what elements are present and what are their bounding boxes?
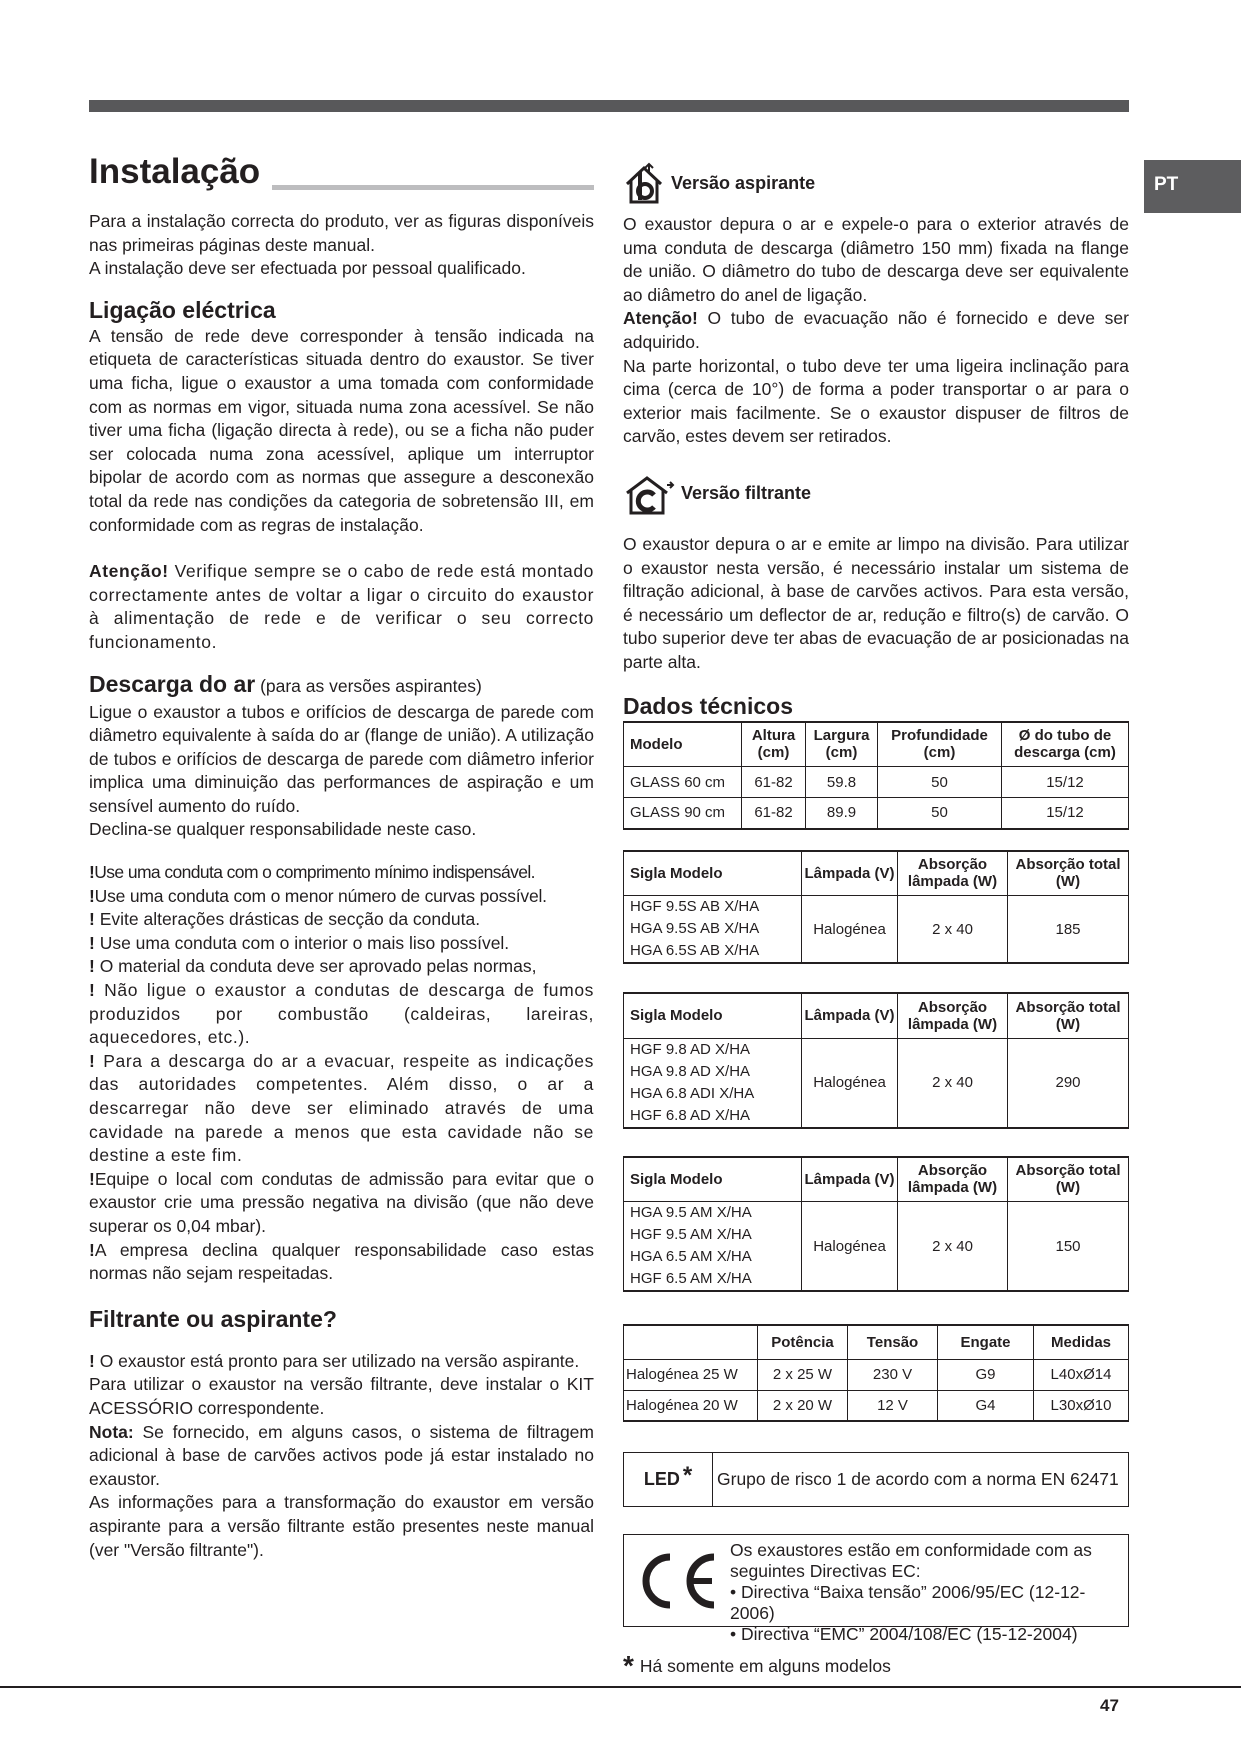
table-cell: 50: [878, 798, 1002, 829]
discharge-heading-sub: (para as versões aspirantes): [255, 675, 482, 696]
electric-warning: [89, 560, 594, 654]
table-row: [624, 1202, 1129, 1292]
ce-mark-icon: [624, 1535, 730, 1626]
title-row: [89, 150, 594, 200]
table-header: Absorção lâmpada (W): [898, 1157, 1008, 1202]
ce-text: [730, 1535, 1128, 1644]
footer-rule: [0, 1686, 1241, 1688]
led-risk-box: [623, 1452, 1129, 1507]
discharge-text-2: Declina-se qualquer responsabilidade neste caso.: [89, 819, 477, 840]
table-header: Profundidade (cm): [878, 722, 1002, 767]
table-cell: 185: [1008, 896, 1129, 964]
table-cell: 50: [878, 767, 1002, 798]
exclamation-icon: !: [89, 1350, 95, 1371]
table-cell: 89.9: [806, 798, 878, 829]
ce-logo: [634, 1551, 720, 1611]
table-cell: 12 V: [848, 1390, 938, 1421]
lamp-table-2: [623, 992, 1129, 1129]
exclamation-icon: !: [89, 1050, 96, 1071]
table-header: Absorção total (W): [1008, 993, 1129, 1038]
model-list: [624, 1038, 802, 1128]
left-column: [89, 150, 594, 1562]
table-header: Sigla Modelo: [624, 993, 802, 1038]
table-header: Sigla Modelo: [624, 1157, 802, 1202]
model-list: [624, 1202, 802, 1292]
table-header: Medidas: [1034, 1325, 1129, 1359]
filtrante-heading-row: [623, 471, 1129, 517]
table-row: [624, 896, 1129, 964]
rule-item: !Use uma conduta com o comprimento mínimo indispensável.: [89, 862, 535, 883]
discharge-rules: [89, 861, 594, 1286]
table-cell: 2 x 40: [898, 1038, 1008, 1128]
table-cell: 2 x 40: [898, 896, 1008, 964]
model-code: HGA 9.5 AM X/HA: [630, 1204, 752, 1221]
table-cell: GLASS 90 cm: [624, 798, 742, 829]
table-header: Absorção lâmpada (W): [898, 851, 1008, 896]
table-row: [624, 1359, 1129, 1390]
model-code: HGF 9.8 AD X/HA: [630, 1040, 751, 1058]
table-header: Altura (cm): [742, 722, 806, 767]
table-header: Absorção total (W): [1008, 1157, 1129, 1202]
ce-line: Os exaustores estão em conformidade com as seguintes Directivas EC:: [730, 1540, 1092, 1581]
table-cell: G9: [938, 1359, 1034, 1390]
discharge-heading-main: Descarga do ar: [89, 670, 256, 697]
model-code: HGA 6.5S AB X/HA: [630, 942, 760, 959]
rule-item: ! Não ligue o exaustor a condutas de descarga de fumos produzidos por combustão (caldeiras, lareiras, aquecedores, etc.).: [89, 980, 594, 1048]
table-header: Engate: [938, 1325, 1034, 1359]
rule-item: !Equipe o local com condutas de admissão para evitar que o exaustor crie uma pressão negativa na divisão (que não deve superar os 0,04 mbar).: [89, 1168, 594, 1236]
table-cell: GLASS 60 cm: [624, 767, 742, 798]
rule-item: ! O material da conduta deve ser aprovado pelas normas,: [89, 956, 537, 977]
table-row: [624, 1038, 1129, 1128]
warning-label: Atenção!: [623, 308, 698, 329]
model-code: HGF 6.8 AD X/HA: [630, 1106, 751, 1124]
language-tab: PT: [1144, 160, 1241, 213]
aspirante-text-2: Na parte horizontal, o tubo deve ter uma ligeira inclinação para cima (cerca de 10°) de forma a poder transportar o ar para o exterior mais facilmente. Se o exaustor dispuser de filtros de carvão, estes devem ser retirados.: [623, 355, 1129, 447]
model-code: HGF 9.5S AB X/HA: [630, 898, 760, 915]
electric-heading: Ligação eléctrica: [89, 296, 276, 323]
electric-text: A tensão de rede deve corresponder à tensão indicada na etiqueta de características situada dentro do exaustor. Se tiver uma ficha, ligue o exaustor a uma tomada com conformidade com as normas em vigor, situada numa zona acessível. Se não tiver uma ficha (ligação directa à rede), ou se a ficha não puder ser colocada numa zona acessível, aplique um interruptor bipolar de acordo com as normas que assegure a desconexão total da rede nas condições da categoria de sobretensão III, em conformidade com as regras de instalação.: [89, 325, 594, 535]
table-cell: Halogénea: [802, 1038, 898, 1128]
model-code: HGA 9.8 AD X/HA: [630, 1062, 751, 1080]
table-row: [624, 798, 1129, 829]
right-column: [623, 160, 1129, 1422]
aspirante-warning: [623, 307, 1129, 354]
extraction-mode-icon: [623, 162, 665, 204]
table-cell: 15/12: [1002, 767, 1129, 798]
rule-item: ! Use uma conduta com o interior o mais liso possível.: [89, 932, 510, 953]
table-cell: 2 x 20 W: [758, 1390, 848, 1421]
table-header: Lâmpada (V): [802, 993, 898, 1038]
ce-line: • Directiva “EMC” 2004/108/EC (15-12-2004): [730, 1624, 1078, 1644]
filter-text-1: ! O exaustor está pronto para ser utilizado na versão aspirante.: [89, 1350, 580, 1371]
warning-text: Verifique sempre se o cabo de rede está montado correctamente antes de voltar a ligar o circuito do exaustor à alimentação de rede e de verificar o seu correcto funcionamento.: [89, 561, 594, 652]
table-header: Lâmpada (V): [802, 1157, 898, 1202]
page-number: 47: [1100, 1696, 1119, 1715]
exclamation-icon: !: [89, 1239, 95, 1260]
footnote-text: Há somente em alguns modelos: [639, 1656, 891, 1676]
table-cell: 290: [1008, 1038, 1129, 1128]
table-cell: 61-82: [742, 798, 806, 829]
note-text: Se fornecido, em alguns casos, o sistema de filtragem adicional à base de carvões activos pode já estar instalado no exaustor.: [89, 1421, 594, 1489]
model-code: HGA 9.5S AB X/HA: [630, 920, 760, 937]
rule-item: !Use uma conduta com o menor número de curvas possível.: [89, 885, 547, 906]
discharge-heading: [89, 669, 594, 701]
ce-line: • Directiva “Baixa tensão” 2006/95/EC (12-12-2006): [730, 1582, 1086, 1623]
table-cell: 59.8: [806, 767, 878, 798]
table-cell: 2 x 40: [898, 1202, 1008, 1292]
table-cell: G4: [938, 1390, 1034, 1421]
warning-text: O tubo de evacuação não é fornecido e deve ser adquirido.: [623, 308, 1129, 352]
table-header: Absorção lâmpada (W): [898, 993, 1008, 1038]
exclamation-icon: !: [89, 980, 96, 1001]
exclamation-icon: !: [89, 932, 95, 953]
filtrante-heading: Versão filtrante: [681, 483, 812, 504]
power-table: [623, 1324, 1129, 1422]
filtrante-text: O exaustor depura o ar e emite ar limpo na divisão. Para utilizar o exaustor nesta versão, é necessário instalar um sistema de filtração adicional, à base de carvões activos. Para esta versão, é necessário um deflector de ar, redução e filtro(s) de carvão. O tubo superior deve ter abas de evacuação de ar posicionadas na parte alta.: [623, 533, 1129, 672]
led-label-cell: [624, 1453, 713, 1506]
model-code: HGA 6.5 AM X/HA: [630, 1248, 752, 1265]
model-code: HGF 9.5 AM X/HA: [630, 1226, 752, 1243]
filter-heading: Filtrante ou aspirante?: [89, 1305, 337, 1332]
rule-item: !A empresa declina qualquer responsabilidade caso estas normas não sejam respeitadas.: [89, 1239, 594, 1284]
tech-heading: Dados técnicos: [623, 692, 793, 719]
table-cell: 61-82: [742, 767, 806, 798]
table-cell: L40xØ14: [1034, 1359, 1129, 1390]
exclamation-icon: !: [89, 1168, 95, 1189]
table-header: Largura (cm): [806, 722, 878, 767]
table-cell: Halogénea: [802, 1202, 898, 1292]
table-cell: Halogénea 20 W: [624, 1390, 758, 1421]
lamp-table-1: [623, 850, 1129, 965]
aspirante-heading: Versão aspirante: [671, 172, 816, 193]
footnote: [623, 1650, 891, 1682]
table-cell: 150: [1008, 1202, 1129, 1292]
model-list: [624, 896, 802, 964]
table-header: Absorção total (W): [1008, 851, 1129, 896]
intro-paragraph-2: A instalação deve ser efectuada por pessoal qualificado.: [89, 258, 526, 279]
exclamation-icon: !: [89, 885, 95, 906]
asterisk-mark: *: [623, 1650, 634, 1681]
dimensions-table: [623, 721, 1129, 830]
table-row: [624, 767, 1129, 798]
led-risk-text: Grupo de risco 1 de acordo com a norma EN 62471: [717, 1469, 1119, 1489]
title-underline: [272, 185, 594, 190]
table-header: Sigla Modelo: [624, 851, 802, 896]
ce-conformity-box: [623, 1534, 1129, 1644]
model-code: HGA 6.8 ADI X/HA: [630, 1084, 755, 1102]
filter-note: [89, 1421, 594, 1492]
table-cell: 230 V: [848, 1359, 938, 1390]
asterisk-mark: *: [682, 1461, 693, 1489]
header-rule: [89, 100, 1129, 112]
table-header: [624, 1325, 758, 1359]
led-label: LED: [643, 1469, 680, 1489]
filter-text-2: Para utilizar o exaustor na versão filtrante, deve instalar o KIT ACESSÓRIO correspondente.: [89, 1374, 594, 1418]
aspirante-text-1: O exaustor depura o ar e expele-o para o exterior através de uma conduta de descarga (diâmetro 150 mm) fixada na flange de união. O diâmetro do tubo de descarga deve ser equivalente ao diâmetro do anel de ligação.: [623, 214, 1129, 305]
exclamation-icon: !: [89, 956, 95, 977]
table-header: Potência: [758, 1325, 848, 1359]
rule-item: ! Evite alterações drásticas de secção da conduta.: [89, 909, 481, 930]
rule-item: ! Para a descarga do ar a evacuar, respeite as indicações das autoridades competentes. Além disso, o ar a descarregar não deve ser eliminado através de uma cavidade na parede a menos que esta cavidade não se destine a este fim.: [89, 1050, 594, 1166]
note-label: Nota:: [89, 1421, 134, 1442]
model-code: HGF 6.5 AM X/HA: [630, 1270, 752, 1287]
exclamation-icon: !: [89, 862, 95, 883]
table-header: Ø do tubo de descarga (cm): [1002, 722, 1129, 767]
table-cell: 2 x 25 W: [758, 1359, 848, 1390]
lamp-table-3: [623, 1156, 1129, 1293]
table-header: Lâmpada (V): [802, 851, 898, 896]
table-row: [624, 1390, 1129, 1421]
table-header: Tensão: [848, 1325, 938, 1359]
discharge-text-1: Ligue o exaustor a tubos e orifícios de descarga de parede com diâmetro equivalente à saída do ar (flange de união). A utilização de tubos e orifícios de descarga de parede com diâmetro inferior implica uma diminuição das performances de aspiração e um sensível aumento do ruído.: [89, 701, 594, 816]
recirculation-mode-icon: [623, 473, 675, 515]
intro-paragraph-1: Para a instalação correcta do produto, ver as figuras disponíveis nas primeiras páginas deste manual.: [89, 211, 594, 255]
table-cell: Halogénea: [802, 896, 898, 964]
table-cell: Halogénea 25 W: [624, 1359, 758, 1390]
warning-label: Atenção!: [89, 561, 169, 582]
filter-text-3: As informações para a transformação do exaustor em versão aspirante para a versão filtrante estão presentes neste manual (ver "Versão filtrante").: [89, 1492, 594, 1560]
page-title: Instalação: [89, 152, 261, 191]
table-cell: L30xØ10: [1034, 1390, 1129, 1421]
exclamation-icon: !: [89, 909, 95, 930]
table-header: Modelo: [624, 722, 742, 767]
table-cell: 15/12: [1002, 798, 1129, 829]
aspirante-heading-row: [623, 160, 1129, 206]
